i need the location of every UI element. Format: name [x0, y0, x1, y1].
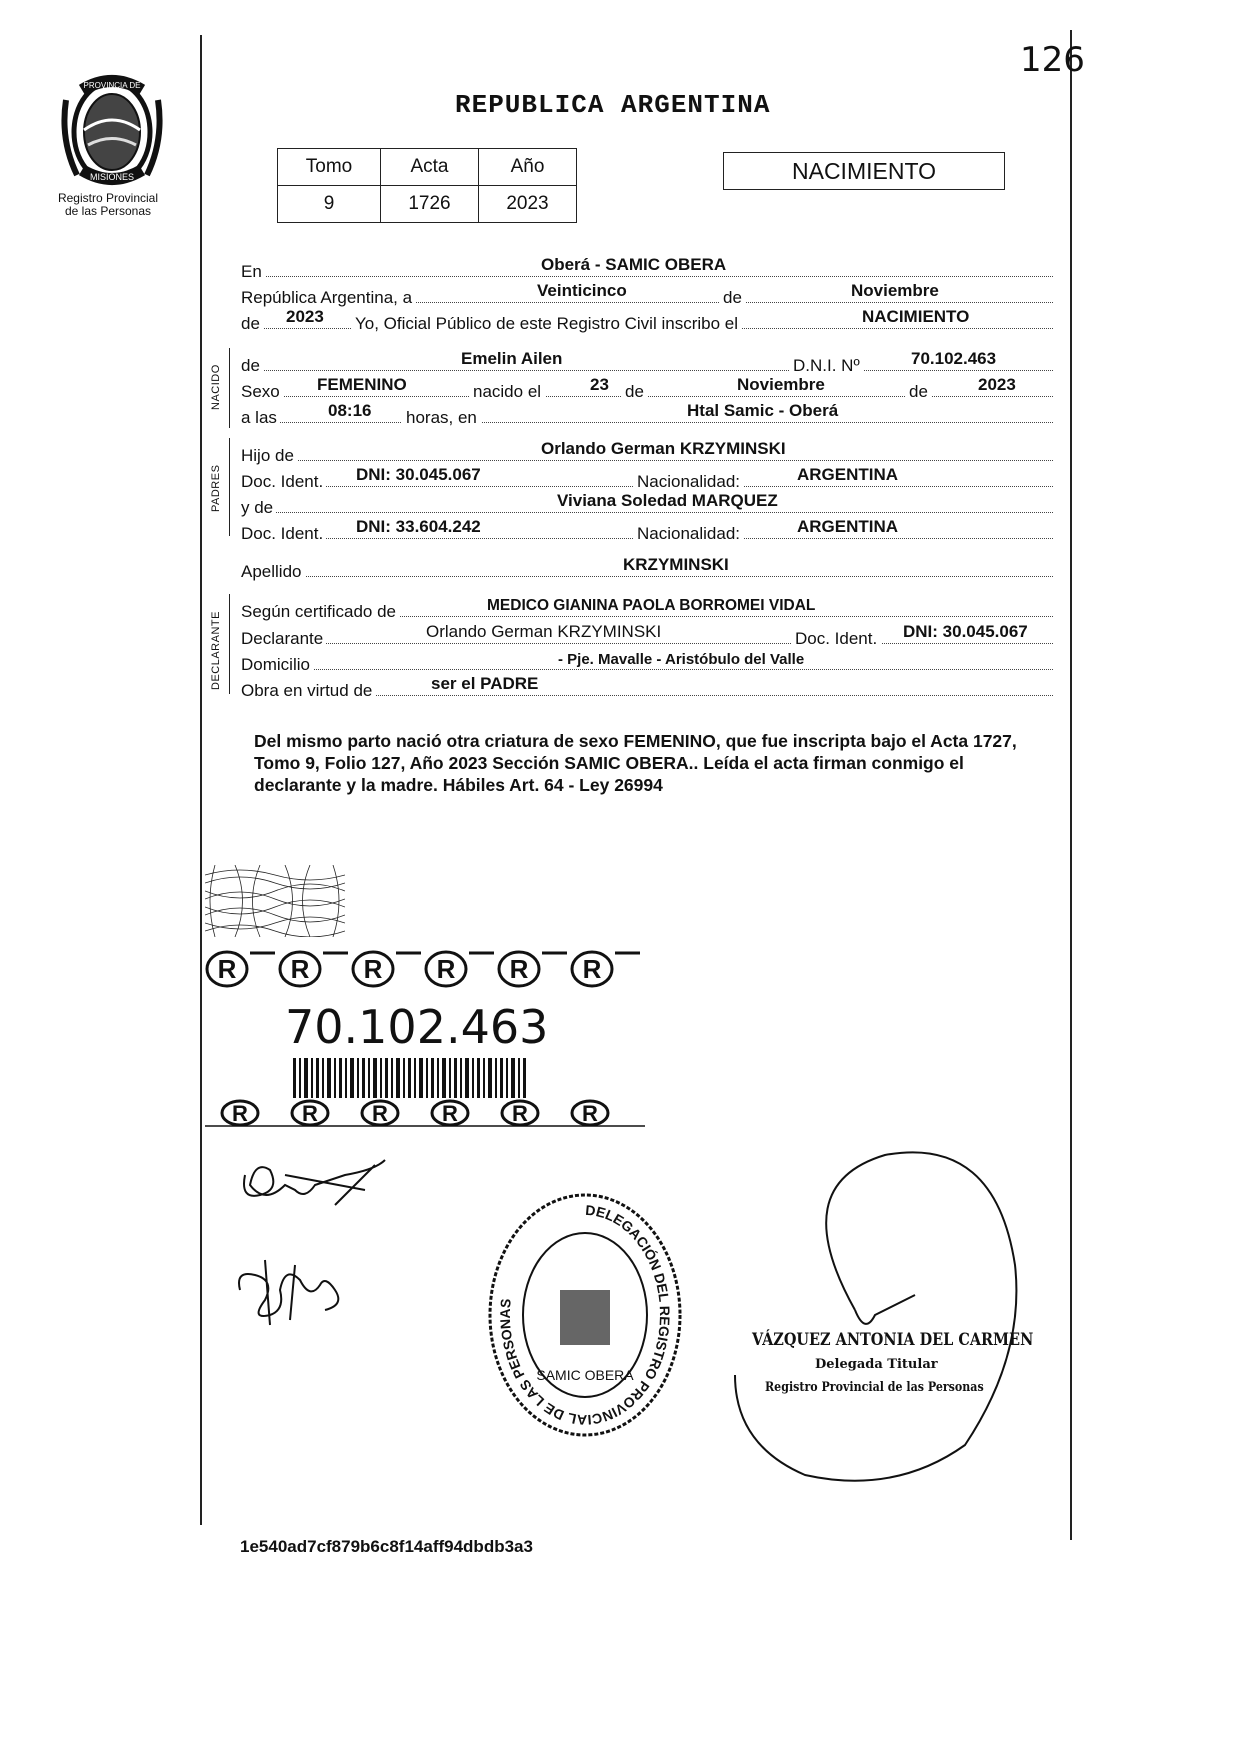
- label-sexo: Sexo: [241, 382, 283, 402]
- label-a-las: a las: [241, 408, 280, 428]
- r-mark-2: R: [290, 954, 310, 984]
- left-margin-line: [200, 35, 202, 1525]
- value-month: Noviembre: [851, 281, 939, 300]
- value-birth-day: 23: [590, 375, 609, 394]
- r-mark-b2: R: [302, 1101, 318, 1126]
- registry-label-line-2: de las Personas: [64, 204, 152, 218]
- signatory-office: Registro Provincial de las Personas: [765, 1380, 984, 1395]
- value-year: 2023: [286, 307, 324, 326]
- seal-bottom-text: SAMIC OBERA: [536, 1367, 634, 1383]
- value-father-doc: DNI: 30.045.067: [356, 465, 481, 484]
- value-domicilio: - Pje. Mavalle - Aristóbulo del Valle: [558, 651, 805, 668]
- value-child-name: Emelin Ailen: [461, 349, 563, 368]
- label-dni: D.N.I. Nº: [789, 356, 864, 376]
- signature-madre: [225, 1250, 355, 1330]
- row-place: [241, 250, 1053, 281]
- signatory-role: Delegada Titular: [815, 1357, 938, 1372]
- label-segun-certificado: Según certificado de: [241, 602, 399, 622]
- seal-ring-text: DELEGACIÓN DEL REGISTRO PROVINCIAL DE LAS PERSONAS: [496, 1201, 674, 1429]
- label-horas: horas, en: [402, 408, 481, 428]
- label-apellido: Apellido: [241, 562, 305, 582]
- row-mother-name: [241, 486, 1053, 517]
- label-nacionalidad: Nacionalidad:: [633, 472, 744, 492]
- security-r-row-bottom: [205, 1098, 645, 1128]
- value-father-name: Orlando German KRZYMINSKI: [541, 439, 786, 458]
- r-mark-b4: R: [442, 1101, 458, 1126]
- r-mark-6: R: [582, 954, 602, 984]
- label-de-3: de: [905, 382, 932, 402]
- value-declarante-name: Orlando German KRZYMINSKI: [426, 622, 662, 641]
- row-nacido-sexo: [241, 370, 1053, 401]
- row-nacido-time: [241, 396, 1053, 427]
- table-value-anio: 2023: [479, 186, 577, 223]
- province-emblem: [52, 70, 172, 190]
- dni-number-large: 70.102.463: [285, 1000, 549, 1054]
- row-nacido-name: [241, 344, 1053, 375]
- value-mother-nationality: ARGENTINA: [797, 517, 899, 536]
- label-hijo-de: Hijo de: [241, 446, 297, 466]
- emblem-bottom-text: MISIONES: [89, 172, 135, 182]
- section-label-declarante: DECLARANTE: [210, 611, 222, 690]
- row-mother-doc: [241, 512, 1053, 543]
- barcode: [293, 1058, 533, 1098]
- label-declarante: Declarante: [241, 629, 326, 649]
- emblem-top-text: PROVINCIA DE: [83, 81, 141, 90]
- register-table: [277, 148, 577, 223]
- right-margin-line: [1070, 30, 1072, 1540]
- value-birth-year: 2023: [978, 375, 1016, 394]
- row-date: [241, 276, 1053, 307]
- label-de-2: de: [621, 382, 648, 402]
- row-domicilio: [241, 643, 1053, 674]
- padres-bracket: [229, 438, 230, 536]
- table-value-tomo: 9: [278, 186, 381, 223]
- table-value-acta: 1726: [381, 186, 479, 223]
- r-mark-b5: R: [512, 1101, 528, 1126]
- label-officer-text: Yo, Oficial Público de este Registro Civil inscribo el: [351, 314, 742, 334]
- label-de: de: [719, 288, 746, 308]
- value-certificate: MEDICO GIANINA PAOLA BORROMEI VIDAL: [487, 597, 816, 614]
- value-sexo: FEMENINO: [317, 375, 407, 394]
- value-mother-doc: DNI: 33.604.242: [356, 517, 481, 536]
- value-birth-month: Noviembre: [737, 375, 825, 394]
- label-domicilio: Domicilio: [241, 655, 313, 675]
- signatory-name: VÁZQUEZ ANTONIA DEL CARMEN: [752, 1330, 1034, 1350]
- r-mark-b1: R: [232, 1101, 248, 1126]
- security-r-row-top: [205, 945, 645, 990]
- registry-label: [38, 192, 178, 218]
- row-apellido: [241, 550, 1053, 581]
- row-officer: [241, 302, 1053, 333]
- declarante-bracket: [229, 594, 230, 694]
- guilloche-pattern: [205, 865, 345, 937]
- label-obra-en-virtud: Obra en virtud de: [241, 681, 375, 701]
- row-certificate: [241, 590, 1053, 621]
- page-title: REPUBLICA ARGENTINA: [455, 90, 771, 120]
- label-republica: República Argentina, a: [241, 288, 415, 308]
- value-birth-place: Htal Samic - Oberá: [687, 401, 839, 420]
- value-place: Oberá - SAMIC OBERA: [541, 255, 727, 274]
- registry-label-line-1: Registro Provincial: [57, 191, 159, 205]
- table-header-acta: Acta: [381, 149, 479, 186]
- label-declarante-doc: Doc. Ident.: [791, 629, 881, 649]
- r-mark-4: R: [436, 954, 456, 984]
- row-obra: [241, 669, 1053, 700]
- value-child-dni: 70.102.463: [911, 349, 997, 368]
- label-nacido-de: de: [241, 356, 263, 376]
- r-mark-5: R: [509, 954, 529, 984]
- value-obra: ser el PADRE: [431, 674, 539, 693]
- label-nacionalidad-2: Nacionalidad:: [633, 524, 744, 544]
- section-label-nacido: NACIDO: [210, 364, 222, 410]
- value-father-nationality: ARGENTINA: [797, 465, 899, 484]
- label-doc-ident-2: Doc. Ident.: [241, 524, 326, 544]
- document-hash: 1e540ad7cf879b6c8f14aff94dbdb3a3: [240, 1537, 533, 1556]
- r-mark-3: R: [363, 954, 383, 984]
- value-act-type: NACIMIENTO: [862, 307, 970, 326]
- value-apellido: KRZYMINSKI: [623, 555, 729, 574]
- r-mark-b3: R: [372, 1101, 388, 1126]
- label-nacido-el: nacido el: [469, 382, 545, 402]
- label-y-de: y de: [241, 498, 276, 518]
- r-mark-b6: R: [582, 1101, 598, 1126]
- nacido-bracket: [229, 348, 230, 428]
- official-seal: [475, 1185, 695, 1455]
- value-mother-name: Viviana Soledad MARQUEZ: [557, 491, 778, 510]
- label-year-prefix: de: [241, 314, 263, 334]
- value-time: 08:16: [328, 401, 372, 420]
- page-number: 126: [1020, 40, 1085, 80]
- signature-declarante: [225, 1145, 395, 1215]
- table-header-tomo: Tomo: [278, 149, 381, 186]
- r-mark-1: R: [217, 954, 237, 984]
- row-father-doc: [241, 460, 1053, 491]
- row-father-name: [241, 434, 1053, 465]
- act-type-box: NACIMIENTO: [723, 152, 1005, 190]
- section-label-padres: PADRES: [210, 464, 222, 512]
- table-header-anio: Año: [479, 149, 577, 186]
- signature-delegada: [715, 1145, 1055, 1500]
- value-day-text: Veinticinco: [537, 281, 627, 300]
- row-declarante: [241, 617, 1053, 648]
- note-paragraph: Del mismo parto nació otra criatura de sexo FEMENINO, que fue inscripta bajo el Acta 1727, Tomo 9, Folio 127, Año 2023 Sección SAMIC OBERA.. Leída el acta firman conmigo el declarante y la madre. Hábiles Art. 64 - Ley 26994: [254, 731, 1017, 795]
- label-doc-ident: Doc. Ident.: [241, 472, 326, 492]
- value-declarante-doc: DNI: 30.045.067: [903, 622, 1028, 641]
- label-en: En: [241, 262, 265, 282]
